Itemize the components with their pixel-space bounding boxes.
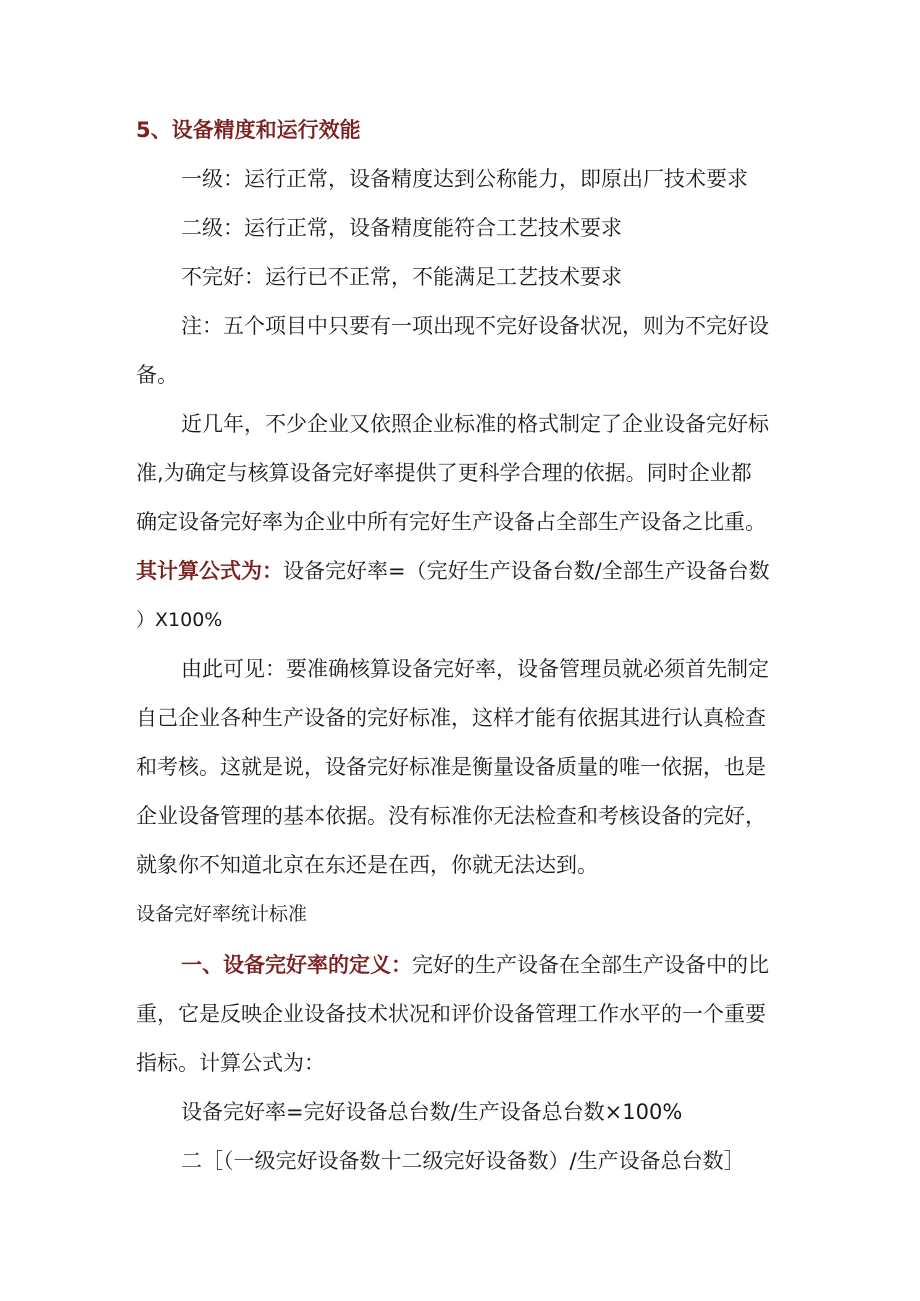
level1-text: 一级：运行正常，设备精度达到公称能力，即原出厂技术要求 (181, 167, 748, 191)
definition-formula: 设备完好率=完好设备总台数/生产设备总台数×100% (181, 1100, 683, 1124)
formula1-text: 设备完好率=（完好生产设备台数/全部生产设备台数 (283, 559, 770, 583)
note-line-1: 注：五个项目中只要有一项出现不完好设备状况，则为不完好设 (181, 314, 769, 338)
recent-para-line-2: 准,为确定与核算设备完好率提供了更科学合理的依据。同时企业都 (136, 461, 752, 485)
recent-para-line-3: 确定设备完好率为企业中所有完好生产设备占全部生产设备之比重。 (136, 510, 766, 534)
formula1-line-2: ）X100% (136, 609, 223, 631)
formula1-line-1 (136, 556, 770, 586)
level2-text: 二级：运行正常，设备精度能符合工艺技术要求 (181, 216, 622, 240)
bad-text: 不完好：运行已不正常，不能满足工艺技术要求 (181, 265, 622, 289)
visible-para-line-4: 企业设备管理的基本依据。没有标准你无法检查和考核设备的完好， (136, 804, 766, 828)
visible-para-line-2: 自己企业各种生产设备的完好标准，这样才能有依据其进行认真检查 (136, 706, 766, 730)
visible-para-line-3: 和考核。这就是说，设备完好标准是衡量设备质量的唯一依据，也是 (136, 755, 766, 779)
recent-para-line-1: 近几年，不少企业又依照企业标准的格式制定了企业设备完好标 (181, 412, 769, 436)
definition-line-2: 重，它是反映企业设备技术状况和评价设备管理工作水平的一个重要 (136, 1002, 766, 1026)
standard-title: 设备完好率统计标准 (136, 903, 308, 925)
definition-text: 完好的生产设备在全部生产设备中的比 (412, 953, 769, 977)
definition-line-1 (181, 950, 769, 980)
visible-para-line-5: 就象你不知道北京在东还是在西，你就无法达到。 (136, 853, 598, 877)
formula1-label: 其计算公式为： (136, 559, 283, 583)
definition-line-3: 指标。计算公式为： (136, 1051, 325, 1075)
definition-label: 一、设备完好率的定义： (181, 953, 412, 977)
visible-para-line-1: 由此可见：要准确核算设备完好率，设备管理员就必须首先制定 (181, 657, 769, 681)
note-line-2: 备。 (136, 363, 178, 387)
section-heading: 5、设备精度和运行效能 (136, 118, 361, 142)
definition-formula-2: 二［（一级完好设备数十二级完好设备数）/生产设备总台数］ (181, 1149, 745, 1173)
